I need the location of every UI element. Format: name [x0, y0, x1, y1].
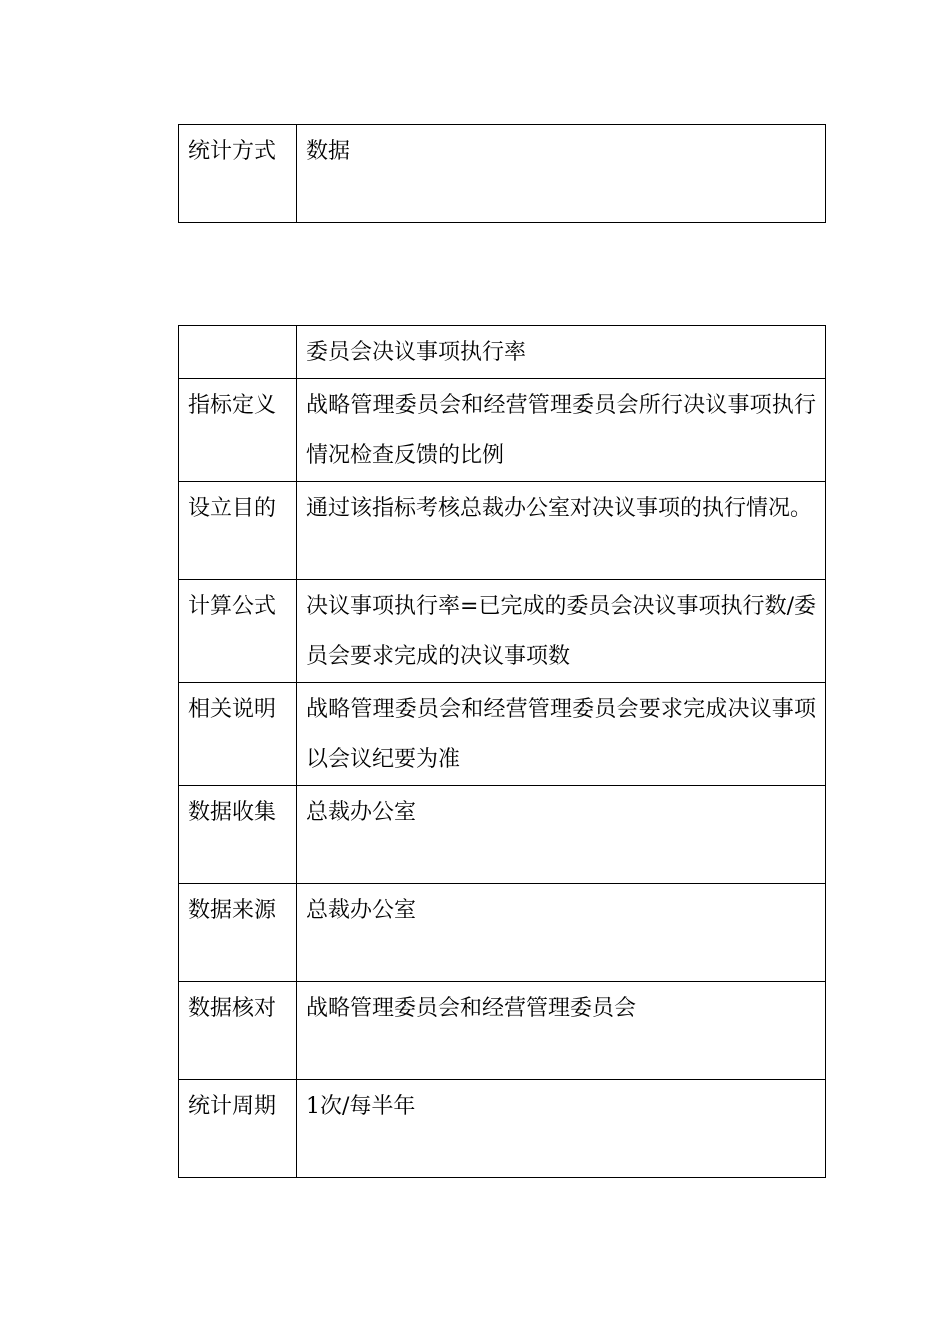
- kpi-definition-table: [178, 325, 826, 1178]
- stat-method-table: [178, 124, 826, 223]
- table-row: [179, 482, 826, 580]
- table-row: [179, 786, 826, 884]
- table-row: [179, 379, 826, 482]
- row-label: 数据核对: [179, 982, 297, 1080]
- row-label: 数据收集: [179, 786, 297, 884]
- row-label: 相关说明: [179, 683, 297, 786]
- row-label: 数据来源: [179, 884, 297, 982]
- row-label: 统计方式: [179, 125, 297, 223]
- table-row: [179, 580, 826, 683]
- title-label: [179, 326, 297, 379]
- row-label: 设立目的: [179, 482, 297, 580]
- table-row: [179, 683, 826, 786]
- row-label: 指标定义: [179, 379, 297, 482]
- table-row: [179, 982, 826, 1080]
- row-value: 数据: [297, 125, 826, 223]
- table-title-row: [179, 326, 826, 379]
- row-value: 1次/每半年: [297, 1080, 826, 1178]
- row-value: 决议事项执行率=已完成的委员会决议事项执行数/委员会要求完成的决议事项数: [297, 580, 826, 683]
- row-value: 战略管理委员会和经营管理委员会所行决议事项执行情况检查反馈的比例: [297, 379, 826, 482]
- table-row: [179, 884, 826, 982]
- row-label: 统计周期: [179, 1080, 297, 1178]
- row-value: 总裁办公室: [297, 786, 826, 884]
- kpi-title: 委员会决议事项执行率: [297, 326, 826, 379]
- table-row: [179, 1080, 826, 1178]
- row-label: 计算公式: [179, 580, 297, 683]
- row-value: 通过该指标考核总裁办公室对决议事项的执行情况。: [297, 482, 826, 580]
- table-row: [179, 125, 826, 223]
- row-value: 总裁办公室: [297, 884, 826, 982]
- row-value: 战略管理委员会和经营管理委员会要求完成决议事项以会议纪要为准: [297, 683, 826, 786]
- row-value: 战略管理委员会和经营管理委员会: [297, 982, 826, 1080]
